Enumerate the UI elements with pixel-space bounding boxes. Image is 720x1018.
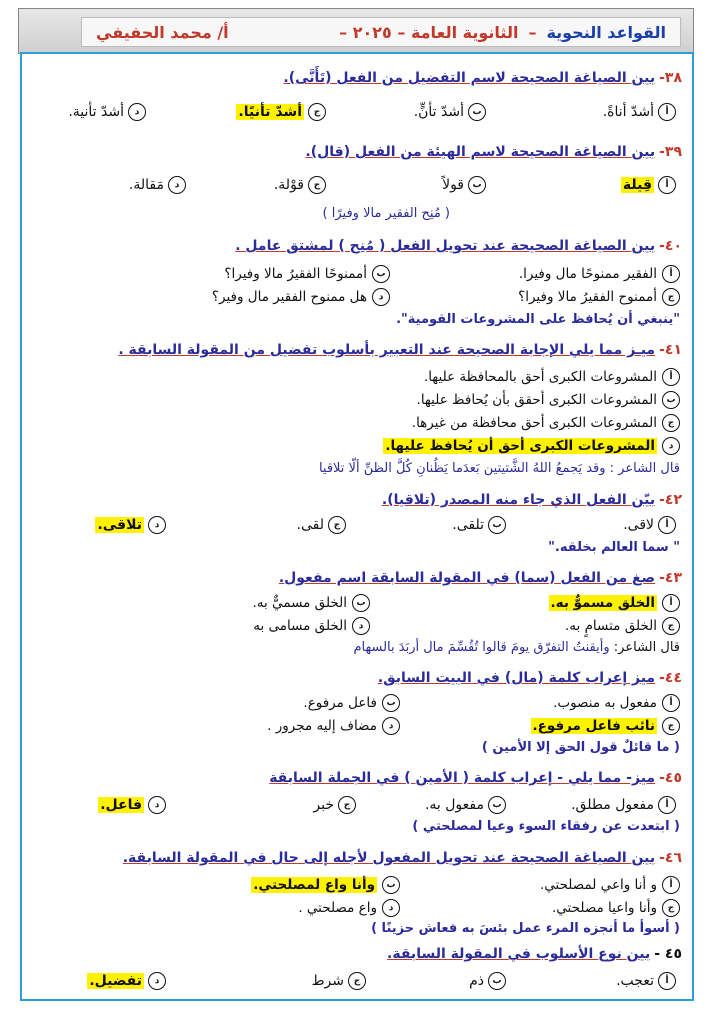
quote-39: ( مُنِح الفقير مالا وفيرًا ) [322,206,450,221]
option-b[interactable] [417,391,680,409]
option-badge: أ [662,694,680,712]
option-badge: أ [658,516,676,534]
option-badge: أ [662,876,680,894]
option-a[interactable] [424,368,680,386]
question-text: ميز- مما يلي - إعراب كلمة ( الأمين ) في الجملة السابقة [269,770,656,786]
option-c[interactable] [313,796,356,814]
options-45 [38,796,686,818]
question-number: ٤٥- [659,770,682,786]
option-text: الخلق متسامٍ به. [565,618,657,634]
option-badge: أ [662,368,680,386]
question-47 [387,946,682,962]
option-badge: ب [488,516,506,534]
option-badge: د [662,437,680,455]
option-b[interactable] [252,594,370,612]
header-subject: القواعد النحوية [546,22,666,42]
header-bar [81,17,681,47]
option-c[interactable] [552,899,680,917]
option-badge: ج [348,972,366,990]
option-text: لقى. [296,517,324,533]
option-text: فاعل مرفوع. [303,695,377,711]
option-badge: ج [662,288,680,306]
option-text: أشدّ أناةً. [602,104,654,120]
quote-40: "ينبغي أن يُحافظ على المشروعات القومية". [396,312,680,327]
option-b[interactable] [442,176,486,194]
option-text: مفعول مطلق. [571,797,654,813]
option-d[interactable] [212,288,390,306]
option-b[interactable] [414,103,486,121]
option-badge: ب [382,876,400,894]
option-badge: د [148,796,166,814]
option-b[interactable] [469,972,506,990]
option-badge: ج [662,717,680,735]
option-text: خبر [313,797,334,813]
options-42 [38,516,686,538]
option-b[interactable] [303,694,400,712]
option-badge: د [148,516,166,534]
question-40 [235,238,682,254]
option-text: شرط [311,973,344,989]
option-badge: أ [658,103,676,121]
question-number: ٣٨- [659,70,682,86]
option-text: تفضيل. [89,973,142,989]
quote-43 [353,640,680,655]
option-text: تلقى. [452,517,484,533]
question-text: صغ من الفعل (سما) في المقولة السابقة اسم مفعول. [278,570,656,586]
option-badge: ج [308,176,326,194]
question-43 [279,570,682,586]
option-badge: د [148,972,166,990]
option-badge: ج [308,103,326,121]
option-text: هل ممنوح الفقير مال وفير؟ [211,289,367,305]
quote-45: ( ابتعدت عن رفقاء السوء وعيا لمصلحتي ) [412,819,680,834]
option-badge: د [382,899,400,917]
option-a[interactable] [603,103,676,121]
option-badge: ب [382,694,400,712]
option-c[interactable] [312,972,366,990]
option-badge: ج [662,617,680,635]
option-text: أممنوحًا الفقيرُ مالا وفيرا؟ [224,266,367,282]
question-number: ٤٣- [659,570,682,586]
option-text: مَقالة. [128,177,164,193]
option-text: واع مصلحتي . [298,900,377,916]
question-text: ميز إعراب كلمة (مال) في البيت السابق. [377,670,656,686]
question-number: ٤٠- [659,238,682,254]
question-text: بين الصياغة الصحيحة لاسم التفضيل من الفعل (تَأَنَّى). [283,70,656,86]
option-d[interactable] [298,899,400,917]
option-text: ذم [469,973,484,989]
option-text: المشروعات الكبرى أحق أن يُحافظ عليها. [385,438,655,454]
option-a[interactable] [616,972,676,990]
option-a[interactable] [571,796,676,814]
option-c[interactable] [565,617,680,635]
options-47 [38,972,686,994]
quote-44: ( ما قائلٌ قول الحق إلا الأمين ) [481,740,680,755]
question-number: ٣٩- [659,144,682,160]
option-badge: أ [662,594,680,612]
question-number: ٤٢- [659,492,682,508]
quote-41 [319,461,680,476]
option-badge: ب [352,594,370,612]
option-badge: ب [488,796,506,814]
option-badge: ج [662,899,680,917]
option-text: و أنا واعي لمصلحتي. [539,877,657,893]
option-a[interactable] [519,265,680,283]
option-text: قِيلة [622,177,652,193]
question-text: بيّن الفعل الذي جاء منه المصدر (تلاقيا). [381,492,656,508]
option-badge: ج [662,414,680,432]
option-text: وأنا واعيا مصلحتي. [552,900,657,916]
option-b[interactable] [425,796,506,814]
option-text: لاقى. [623,517,654,533]
option-b[interactable] [251,876,400,894]
page-header [18,8,694,54]
option-text: قولاً [442,177,464,193]
option-badge: ب [662,391,680,409]
option-c[interactable] [518,288,680,306]
question-46 [123,850,682,866]
quote-prefix: قال الشاعر : [609,461,680,476]
option-text: المشروعات الكبرى أحق بالمحافظة عليها. [423,369,657,385]
question-45 [269,770,682,786]
option-d[interactable] [129,176,186,194]
option-c[interactable] [274,176,326,194]
option-d[interactable] [87,972,166,990]
question-38 [283,70,682,86]
option-badge: د [128,103,146,121]
option-text: فاعل. [100,797,142,813]
option-badge: أ [658,796,676,814]
option-badge: أ [658,972,676,990]
question-number: ٤٥ - [654,946,682,962]
options-39 [38,176,686,198]
question-text: بين الصياغة الصحيحة لاسم الهيئة من الفعل (قال). [305,144,656,160]
option-d[interactable] [98,796,166,814]
option-text: نائب فاعل مرفوع. [532,718,655,734]
option-badge: ج [338,796,356,814]
question-text: بين نوع الأسلوب في المقولة السابقة. [387,946,651,962]
option-text: أممنوح الفقيرُ مالا وفيرا؟ [518,289,657,305]
option-text: قوْلة. [273,177,304,193]
option-text: الخلق مسميٌّ به. [252,595,347,611]
option-a[interactable] [553,694,680,712]
option-text: مفعول به منصوب. [553,695,657,711]
question-number: ٤١- [659,342,682,358]
quote-prefix: قال الشاعر: [613,640,680,655]
option-d[interactable] [253,617,370,635]
option-d[interactable] [383,437,680,455]
option-badge: ج [328,516,346,534]
option-c[interactable] [236,103,326,121]
option-d[interactable] [68,103,146,121]
option-text: أشدّ تأنيًا. [238,104,302,120]
option-a[interactable] [540,876,680,894]
option-badge: د [382,717,400,735]
option-a[interactable] [549,594,681,612]
option-b[interactable] [452,516,506,534]
header-title-group [339,23,666,42]
option-text: تلاقى. [97,517,142,533]
option-d[interactable] [95,516,166,534]
option-badge: ب [372,265,390,283]
option-text: أشدّ تأنية. [68,104,124,120]
quote-42: " سما العالم بخلقه." [548,540,680,555]
option-text: أشدّ تأنٍّ. [413,104,464,120]
option-badge: د [168,176,186,194]
option-text: الفقير ممنوحًا مال وفيرا. [518,266,657,282]
option-text: المشروعات الكبرى أحق محافظة من غيرها. [411,415,657,431]
option-badge: د [352,617,370,635]
question-text: بين الصياغة الصحيحة عند تحويل الفعل ( مُنِح ) لمشتق عامل . [235,238,656,254]
quote-verse: وقد يَجمعُ اللهُ الشَّتيتين بَعدَما يَظُنانِ كُلَّ الظنِّ ألّا تلاقيا [318,461,606,476]
option-text: الخلق مسموٌّ به. [550,595,655,611]
option-c[interactable] [297,516,346,534]
option-badge: أ [662,265,680,283]
option-c[interactable] [531,717,681,735]
option-b[interactable] [224,265,390,283]
option-a[interactable] [623,516,676,534]
question-number: ٤٤- [659,670,682,686]
option-text: المشروعات الكبرى أحقق بأن يُحافظ عليها. [416,392,657,408]
question-41 [118,342,682,358]
option-text: وأنا واع لمصلحتي. [253,877,375,893]
option-badge: ب [468,103,486,121]
option-c[interactable] [412,414,680,432]
option-badge: أ [658,176,676,194]
option-text: مضاف إليه مجرور . [267,718,377,734]
question-text: بين الصياغة الصحيحة عند تحويل المفعول لأجله إلى حال في المقولة السابقة. [122,850,656,866]
option-badge: د [372,288,390,306]
header-teacher: أ/ محمد الحفيفي [96,22,229,42]
header-year: الثانوية العامة – ٢٠٢٥ – [339,22,519,42]
question-text: ميـز مما يلي الإجابة الصحيحة عند التعبير بأسلوب تفضيل من المقولة السابقة . [118,342,656,358]
option-text: الخلق مسامى به [253,618,347,634]
option-text: مفعول به. [424,797,484,813]
option-badge: ب [468,176,486,194]
question-44 [378,670,682,686]
option-a[interactable] [621,176,676,194]
header-separator: – [528,22,537,42]
quote-46: ( أسوأ ما أنجزه المرء عمل بئسَ به فعاش حزينًا ) [371,921,680,936]
option-badge: ب [488,972,506,990]
options-38 [38,103,686,125]
question-39 [305,144,682,160]
quote-verse: وأيقنتُ التفرّق يومَ قالوا تُقُسِّمَ مال أربَدَ بالسهام [353,640,610,655]
question-42 [382,492,682,508]
option-d[interactable] [267,717,400,735]
question-number: ٤٦- [659,850,682,866]
option-text: تعجب. [616,973,654,989]
